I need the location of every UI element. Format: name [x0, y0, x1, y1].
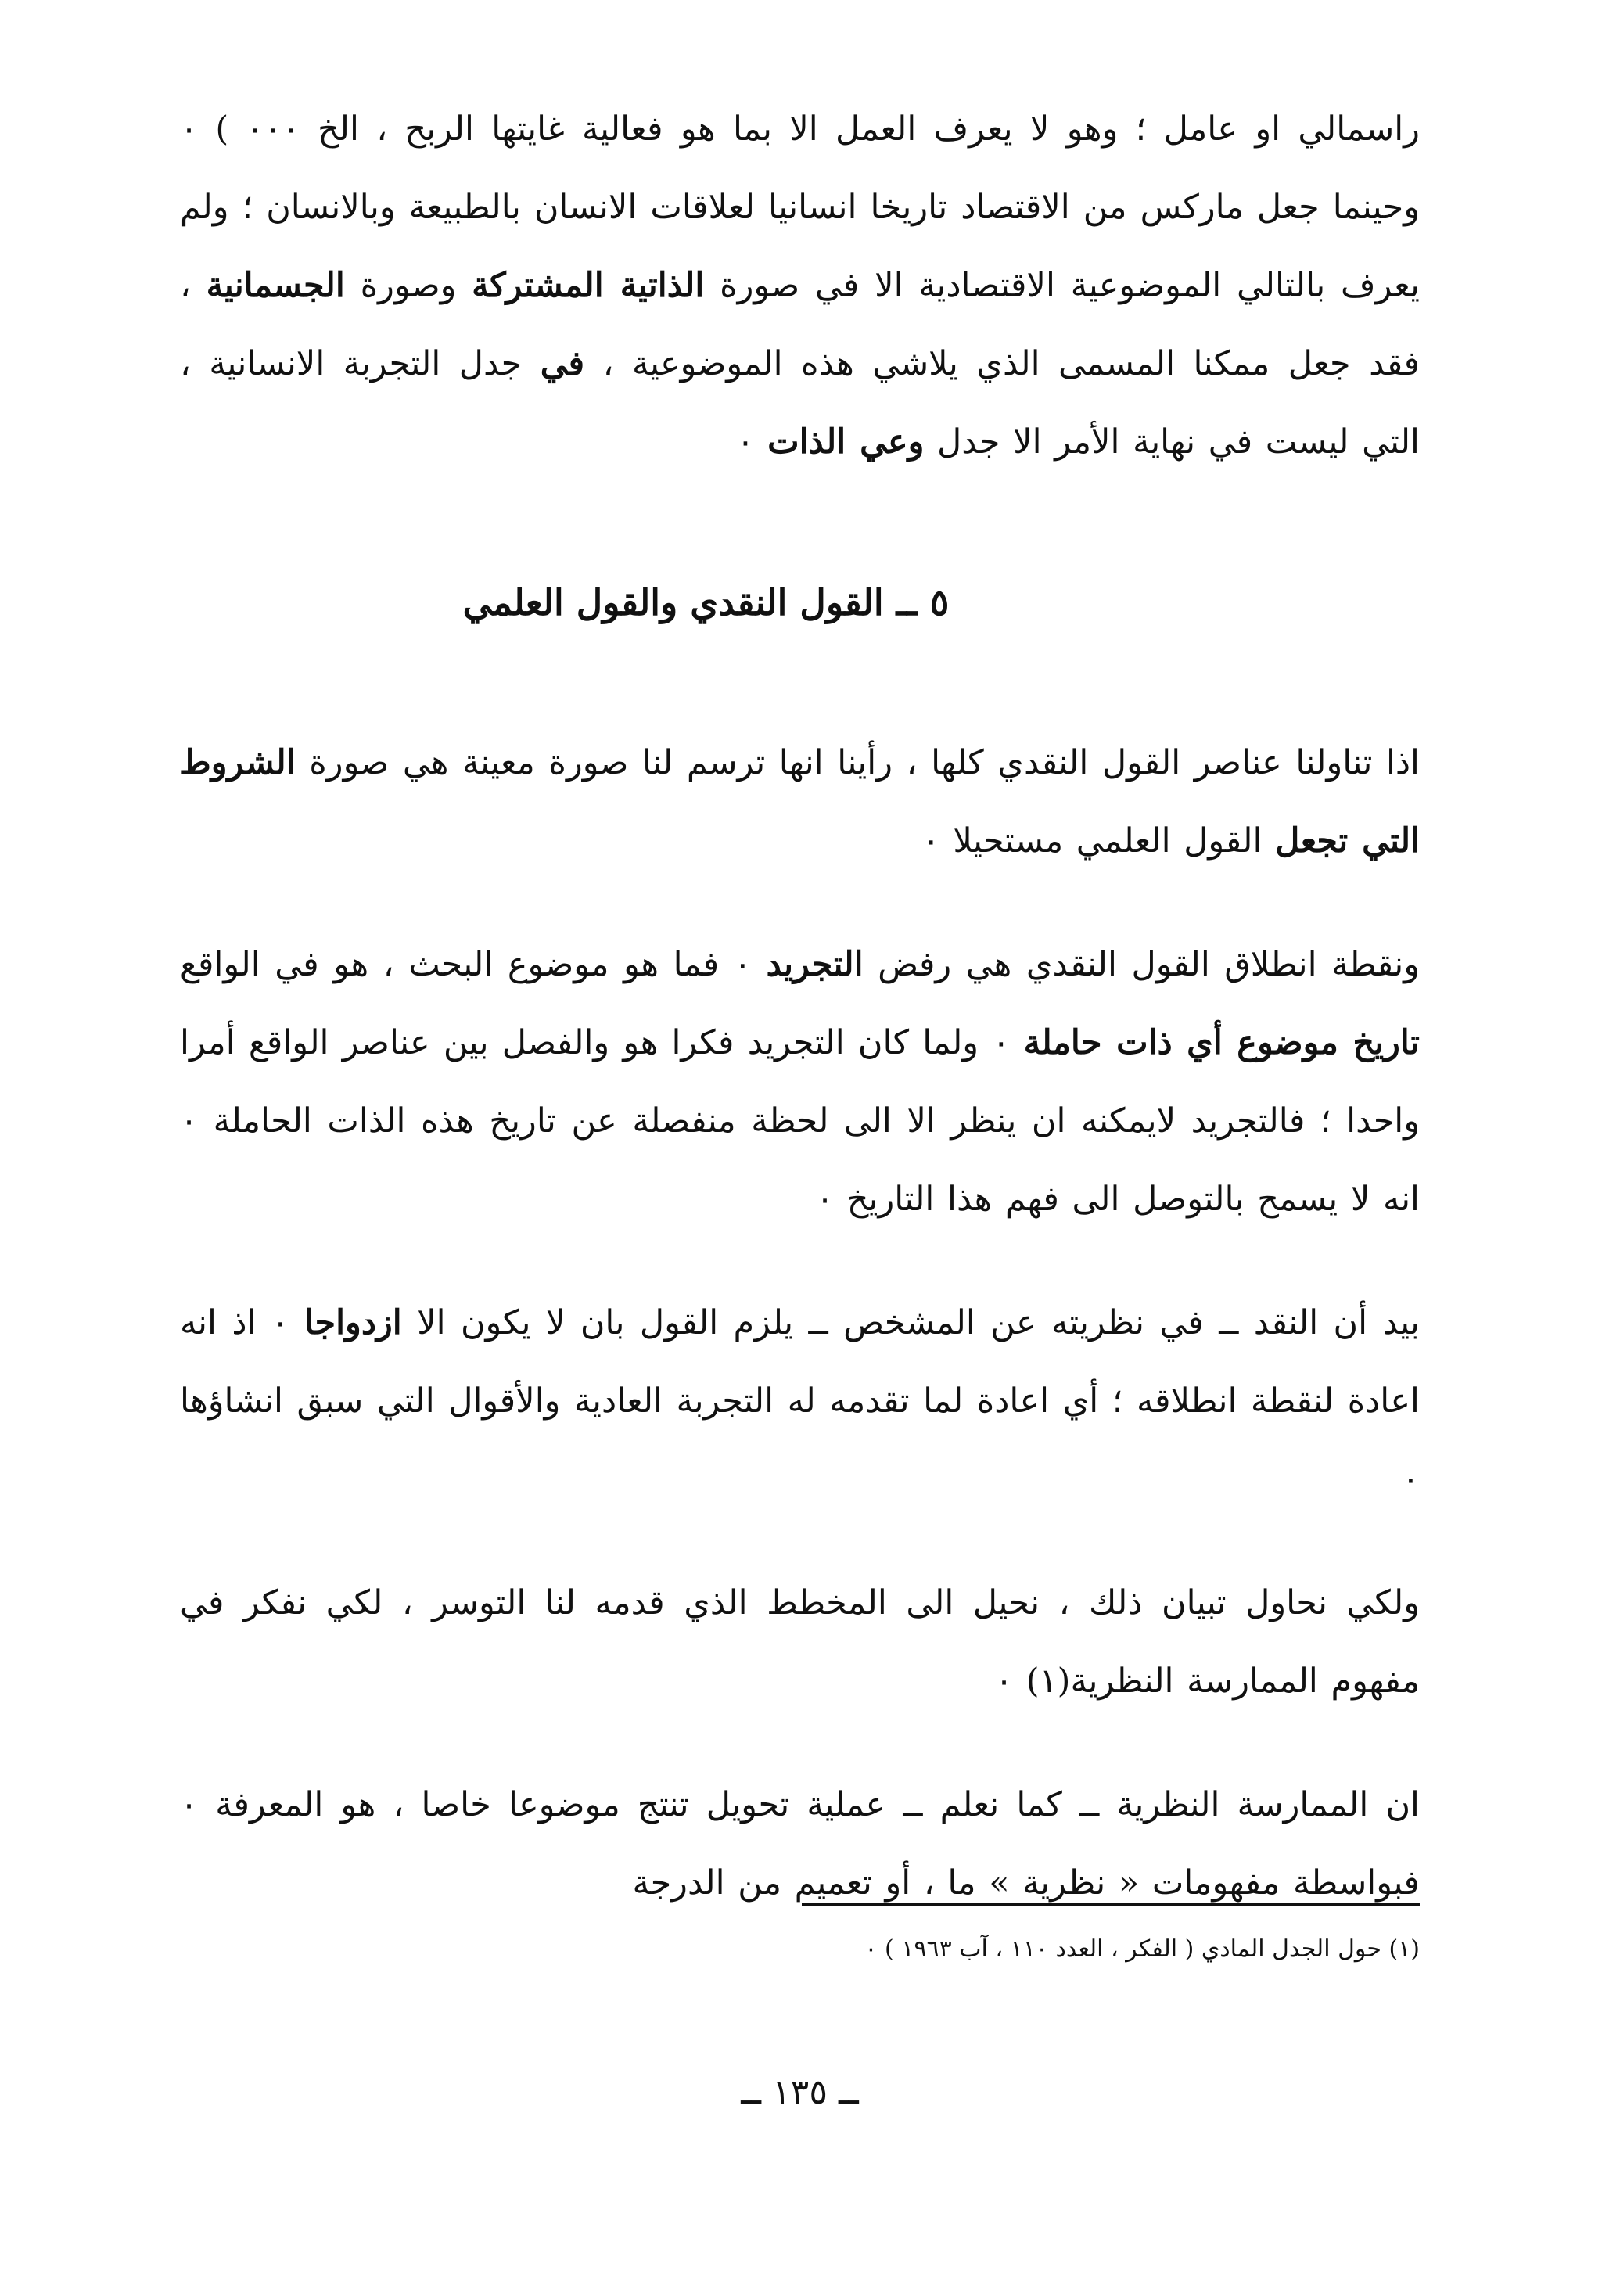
paragraph-3-bold-abstraction: التجريد: [766, 945, 864, 984]
footnote-separator: [802, 1903, 1420, 1906]
paragraph-2-text-c: القول العلمي مستحيلا ٠: [921, 821, 1276, 861]
paragraph-3-text-c: ٠ فما هو موضوع البحث ، هو في الواقع: [180, 945, 767, 984]
page-number: ــ ١٣٥ ــ: [741, 2072, 859, 2112]
paragraph-1-text-e: ، فقد جعل ممكنا المسمى الذي يلاشي هذه الموضوعية ،: [180, 266, 1420, 383]
paragraph-1-text-a: راسمالي او عامل ؛ وهو لا يعرف العمل الا بما هو فعالية غايتها الربح ، الخ ٠٠٠ ) ٠ وحينما جعل ماركس من الاقتصاد تاريخا انسانيا لعلاقات الانسان بالطبيعة وبالانسان ؛ ولم يعرف بالتالي الموضوعية الاقتصادية الا في صورة: [180, 110, 1421, 305]
paragraph-2: [180, 724, 1420, 880]
paragraph-1-bold-in: في: [540, 344, 585, 383]
paragraph-1-text-g: جدل التجربة الانسانية ، التي ليست في نهاية الأمر الا جدل: [180, 344, 1420, 462]
paragraph-1-bold-shared-subjectivity: الذاتية المشتركة: [472, 266, 705, 305]
paragraph-3-text-e: ٠ ولما كان التجريد فكرا هو والفصل بين عناصر الواقع أمرا واحدا ؛ فالتجريد لايمكنه ان ينظر الا الى لحظة منفصلة عن تاريخ هذه الذات الحاملة ٠ انه لا يسمح بالتوصل الى فهم هذا التاريخ ٠: [180, 1023, 1420, 1219]
paragraph-1-bold-corporeality: الجسمانية: [206, 266, 345, 305]
footnote: (١) حول الجدل المادي ( الفكر ، العدد ١١٠ ، آب ١٩٦٣ ) ٠: [864, 1935, 1420, 1963]
paragraph-4-text-c: ٠ اذ انه اعادة لنقطة انطلاقه ؛ أي اعادة لما تقدمه له التجربة العادية والأقوال التي سبق انشاؤها ٠: [180, 1303, 1420, 1499]
paragraph-4: [180, 1284, 1420, 1518]
paragraph-4-text-a: بيد أن النقد ــ في نظريته عن المشخص ــ يلزم القول بان لا يكون الا: [401, 1303, 1421, 1342]
paragraph-1-text-c: وصورة: [344, 266, 472, 305]
section-heading: ٥ ــ القول النقدي والقول العلمي: [462, 581, 950, 623]
paragraph-1-text-i: ٠: [736, 422, 768, 462]
paragraph-2-bold-conditions: الشروط التي تجعل: [180, 743, 1420, 861]
paragraph-6: ان الممارسة النظرية ــ كما نعلم ــ عملية تحويل تنتج موضوعا خاصا ، هو المعرفة ٠ فبواسطة مفهومات « نظرية » ما ، أو تعميم من الدرجة: [180, 1785, 1420, 1903]
paragraph-3-text-a: ونقطة انطلاق القول النقدي هي رفض: [863, 945, 1421, 984]
paragraph-1-bold-self-consciousness: وعي الذات: [767, 422, 925, 462]
paragraph-1: [180, 90, 1420, 481]
book-page: [180, 90, 1420, 2226]
paragraph-3: [180, 925, 1420, 1238]
paragraph-5: ولكي نحاول تبيان ذلك ، نحيل الى المخطط الذي قدمه لنا التوسر ، لكي نفكر في مفهوم الممارسة النظرية(١) ٠: [180, 1583, 1420, 1701]
paragraph-2-text-a: اذا تناولنا عناصر القول النقدي كلها ، رأينا انها ترسم لنا صورة معينة هي صورة: [295, 743, 1420, 782]
paragraph-3-bold-history-of-object: تاريخ موضوع أي ذات حاملة: [1023, 1023, 1420, 1062]
paragraph-4-bold-duplication: ازدواجا: [304, 1303, 402, 1342]
